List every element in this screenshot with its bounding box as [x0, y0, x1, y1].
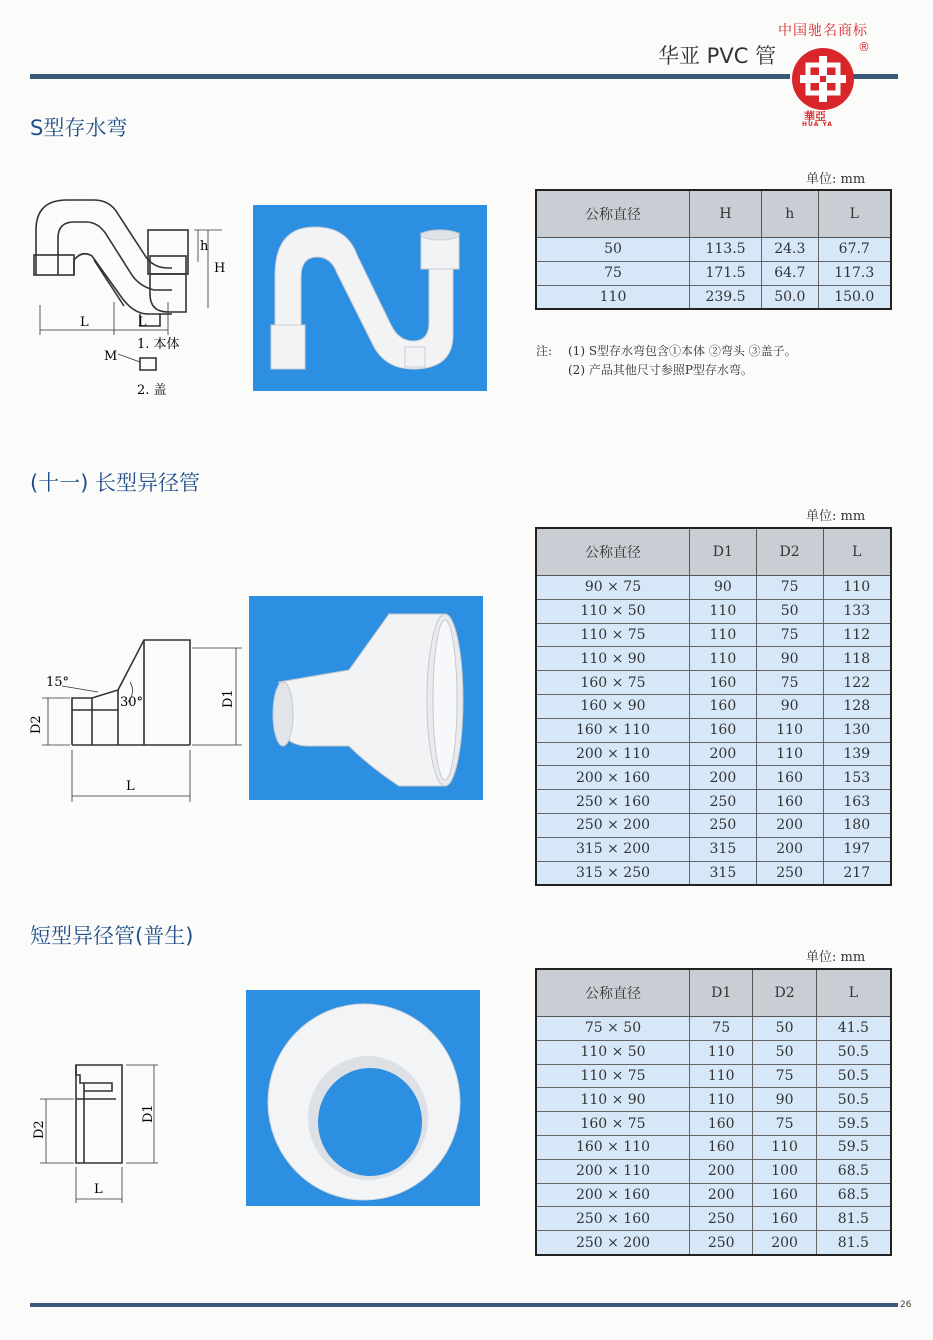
col-l: L: [823, 528, 891, 576]
table-cell: 110: [690, 1040, 753, 1064]
table-cell: 250: [690, 790, 757, 814]
table-cell: 90: [756, 694, 823, 718]
s-trap-dim-l2: L: [138, 315, 147, 330]
table-cell: 315: [690, 861, 757, 885]
table-row: [536, 1088, 891, 1112]
table-row: [536, 813, 891, 837]
table-cell: 110: [753, 1135, 816, 1159]
table-cell: 67.7: [818, 238, 891, 262]
table-cell: 197: [823, 837, 891, 861]
table-row: [536, 790, 891, 814]
table-cell: 50.5: [816, 1064, 891, 1088]
table-cell: 110: [756, 742, 823, 766]
s-trap-title: S型存水弯: [30, 116, 128, 140]
col-h-upper: H: [690, 190, 762, 238]
table-cell: 160: [690, 1112, 753, 1136]
short-reducer-dim-d2: D2: [32, 1120, 47, 1139]
table-cell: 50.5: [816, 1040, 891, 1064]
table-cell: 50: [753, 1017, 816, 1041]
table-cell: 110: [690, 623, 757, 647]
table-cell: 90: [753, 1088, 816, 1112]
table-cell: 160: [756, 766, 823, 790]
table-cell: 239.5: [690, 285, 762, 309]
table-cell: 110 × 50: [536, 1040, 690, 1064]
table-row: [536, 861, 891, 885]
col-l: L: [816, 969, 891, 1017]
table-cell: 75: [756, 623, 823, 647]
table-row: [536, 238, 891, 262]
table-cell: 160: [690, 1135, 753, 1159]
table-cell: 250 × 200: [536, 813, 690, 837]
table-row: [536, 285, 891, 309]
registered-mark: ®: [858, 40, 870, 54]
table-cell: 150.0: [818, 285, 891, 309]
s-trap-dim-h-upper: H: [214, 261, 226, 276]
table-cell: 200: [753, 1231, 816, 1255]
col-l: L: [818, 190, 891, 238]
table-cell: 75: [756, 671, 823, 695]
col-d2: D2: [756, 528, 823, 576]
note-line-2: (2) 产品其他尺寸参照P型存水弯。: [568, 363, 753, 377]
table-cell: 160: [690, 694, 757, 718]
table-cell: 139: [823, 742, 891, 766]
table-row: [536, 742, 891, 766]
table-cell: 315: [690, 837, 757, 861]
table-cell: 315 × 200: [536, 837, 690, 861]
table-cell: 110 × 75: [536, 623, 690, 647]
table-cell: 90: [756, 647, 823, 671]
table-row: [536, 599, 891, 623]
table-header-row: [536, 528, 891, 576]
s-trap-notes: [536, 342, 797, 377]
table-cell: 118: [823, 647, 891, 671]
table-cell: 160 × 90: [536, 694, 690, 718]
table-cell: 110 × 75: [536, 1064, 690, 1088]
table-row: [536, 1135, 891, 1159]
table-cell: 122: [823, 671, 891, 695]
table-cell: 128: [823, 694, 891, 718]
long-reducer-dim-l: L: [126, 779, 135, 794]
table-row: [536, 766, 891, 790]
table-cell: 110: [690, 647, 757, 671]
table-cell: 75: [756, 576, 823, 600]
col-h-lower: h: [762, 190, 818, 238]
table-cell: 250: [756, 861, 823, 885]
s-trap-dim-m: M: [104, 349, 118, 364]
table-cell: 24.3: [762, 238, 818, 262]
table-cell: 110: [823, 576, 891, 600]
table-row: [536, 1231, 891, 1255]
table-cell: 110: [536, 285, 690, 309]
table-row: [536, 694, 891, 718]
table-cell: 160 × 75: [536, 1112, 690, 1136]
table-header-row: [536, 190, 891, 238]
col-nominal: 公称直径: [536, 190, 690, 238]
short-reducer-photo: [246, 990, 480, 1206]
table-cell: 75: [753, 1064, 816, 1088]
table-cell: 68.5: [816, 1159, 891, 1183]
col-d2: D2: [753, 969, 816, 1017]
table-row: [536, 1040, 891, 1064]
table-cell: 90 × 75: [536, 576, 690, 600]
table-cell: 160 × 110: [536, 1135, 690, 1159]
footer-rule: [30, 1303, 898, 1307]
table-row: [536, 837, 891, 861]
long-reducer-dim-d1: D1: [221, 689, 236, 708]
table-cell: 117.3: [818, 261, 891, 285]
table-cell: 64.7: [762, 261, 818, 285]
brand-tag: 中国驰名商标: [778, 23, 868, 39]
table-row: [536, 261, 891, 285]
table-cell: 59.5: [816, 1135, 891, 1159]
table-cell: 110: [690, 1088, 753, 1112]
table-cell: 200: [756, 837, 823, 861]
table-cell: 75: [690, 1017, 753, 1041]
table-cell: 59.5: [816, 1112, 891, 1136]
s-trap-unit: 单位: mm: [806, 172, 866, 187]
long-reducer-angle-30: 30°: [120, 695, 144, 710]
table-row: [536, 1064, 891, 1088]
table-cell: 81.5: [816, 1207, 891, 1231]
long-reducer-diagram: [22, 630, 247, 810]
table-cell: 50.5: [816, 1088, 891, 1112]
huaya-logo-icon: [790, 46, 856, 112]
table-cell: 250: [690, 813, 757, 837]
header-rule-right: [850, 74, 898, 79]
table-cell: 81.5: [816, 1231, 891, 1255]
s-trap-photo: [253, 205, 487, 391]
s-trap-label-cap: 2. 盖: [137, 383, 167, 398]
table-cell: 153: [823, 766, 891, 790]
short-reducer-unit: 单位: mm: [806, 950, 866, 965]
short-reducer-table: [535, 968, 892, 1256]
short-reducer-dim-l: L: [94, 1182, 103, 1197]
long-reducer-title: (十一) 长型异径管: [30, 471, 201, 495]
table-cell: 50: [536, 238, 690, 262]
table-cell: 200: [690, 1183, 753, 1207]
logo-chinese: 華亞: [804, 110, 826, 123]
table-cell: 68.5: [816, 1183, 891, 1207]
table-cell: 50: [756, 599, 823, 623]
table-cell: 160 × 75: [536, 671, 690, 695]
short-reducer-diagram: [26, 1055, 166, 1205]
col-nominal: 公称直径: [536, 969, 690, 1017]
table-cell: 250 × 160: [536, 790, 690, 814]
s-trap-label-body: 1. 本体: [137, 337, 180, 352]
table-row: [536, 1207, 891, 1231]
table-cell: 160 × 110: [536, 718, 690, 742]
table-cell: 200 × 110: [536, 1159, 690, 1183]
table-cell: 315 × 250: [536, 861, 690, 885]
table-cell: 160: [690, 671, 757, 695]
s-trap-table: [535, 189, 892, 310]
note-label: 注:: [536, 344, 553, 358]
table-cell: 130: [823, 718, 891, 742]
table-cell: 200: [690, 1159, 753, 1183]
table-cell: 110: [690, 599, 757, 623]
s-trap-dim-l1: L: [80, 315, 89, 330]
table-cell: 75: [536, 261, 690, 285]
table-row: [536, 718, 891, 742]
short-reducer-title: 短型异径管(普生): [30, 924, 194, 948]
logo-english: HUA YA: [802, 121, 833, 128]
table-cell: 160: [690, 718, 757, 742]
table-cell: 75: [753, 1112, 816, 1136]
header-rule: [30, 74, 790, 79]
table-row: [536, 576, 891, 600]
table-cell: 200 × 160: [536, 1183, 690, 1207]
table-cell: 100: [753, 1159, 816, 1183]
table-cell: 200 × 110: [536, 742, 690, 766]
table-cell: 75 × 50: [536, 1017, 690, 1041]
page-number: 26: [900, 1300, 912, 1310]
table-row: [536, 647, 891, 671]
table-cell: 50.0: [762, 285, 818, 309]
table-cell: 160: [756, 790, 823, 814]
col-d1: D1: [690, 528, 757, 576]
table-cell: 110: [690, 1064, 753, 1088]
table-cell: 200 × 160: [536, 766, 690, 790]
table-cell: 250 × 200: [536, 1231, 690, 1255]
table-cell: 200: [690, 742, 757, 766]
table-cell: 113.5: [690, 238, 762, 262]
table-cell: 160: [753, 1183, 816, 1207]
table-cell: 110: [756, 718, 823, 742]
long-reducer-table: [535, 527, 892, 886]
table-cell: 163: [823, 790, 891, 814]
table-cell: 200: [690, 766, 757, 790]
table-cell: 110 × 90: [536, 1088, 690, 1112]
table-cell: 41.5: [816, 1017, 891, 1041]
table-cell: 160: [753, 1207, 816, 1231]
long-reducer-angle-15: 15°: [46, 675, 70, 690]
table-cell: 90: [690, 576, 757, 600]
table-cell: 200: [756, 813, 823, 837]
table-row: [536, 623, 891, 647]
s-trap-diagram: [22, 190, 227, 405]
long-reducer-dim-d2: D2: [29, 715, 44, 734]
long-reducer-unit: 单位: mm: [806, 509, 866, 524]
s-trap-dim-h-lower: h: [200, 239, 209, 254]
table-row: [536, 1017, 891, 1041]
table-row: [536, 1159, 891, 1183]
table-cell: 180: [823, 813, 891, 837]
table-cell: 110 × 50: [536, 599, 690, 623]
table-row: [536, 671, 891, 695]
header-title: 华亚 PVC 管: [658, 44, 777, 68]
short-reducer-dim-d1: D1: [141, 1104, 156, 1123]
table-row: [536, 1112, 891, 1136]
table-cell: 250: [690, 1231, 753, 1255]
long-reducer-photo: [249, 596, 483, 800]
table-cell: 217: [823, 861, 891, 885]
table-cell: 110 × 90: [536, 647, 690, 671]
table-header-row: [536, 969, 891, 1017]
note-line-1: (1) S型存水弯包含①本体 ②弯头 ③盖子。: [568, 344, 797, 358]
col-d1: D1: [690, 969, 753, 1017]
table-cell: 171.5: [690, 261, 762, 285]
table-row: [536, 1183, 891, 1207]
table-cell: 112: [823, 623, 891, 647]
table-cell: 250: [690, 1207, 753, 1231]
table-cell: 133: [823, 599, 891, 623]
col-nominal: 公称直径: [536, 528, 690, 576]
table-cell: 250 × 160: [536, 1207, 690, 1231]
table-cell: 50: [753, 1040, 816, 1064]
